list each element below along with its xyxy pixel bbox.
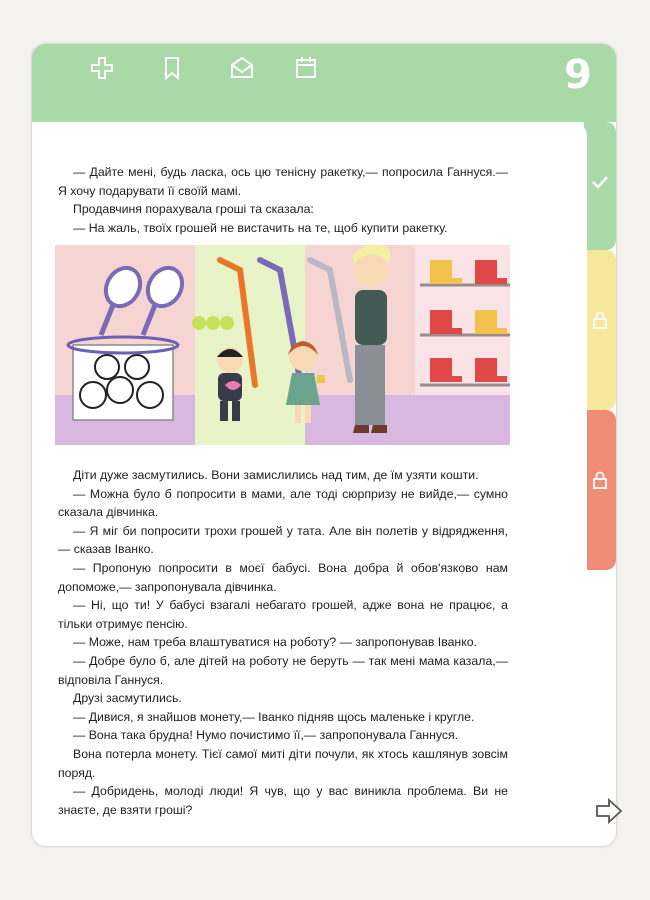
shop-assistant <box>353 245 391 433</box>
tab-red[interactable] <box>584 410 616 570</box>
paragraph: — Пропоную попросити в моєї бабусі. Вона добра й обов'язково нам допоможе,— запропонувала дівчинка. <box>58 560 508 594</box>
paragraph: — Добре було б, але дітей на роботу не беруть — так мені мама казала,— відповіла Ганнуся. <box>58 653 508 687</box>
text-block-bottom <box>58 466 508 819</box>
paragraph: Вона потерла монету. Тієї самої миті діти почули, як хтось кашлянув зовсім поряд. <box>58 746 508 780</box>
text-block-top <box>58 163 508 237</box>
paragraph: — Дайте мені, будь ласка, ось цю тенісну ракетку,— попросила Ганнуся.— Я хочу подарувати її своїй мамі. <box>58 165 508 198</box>
lock-icon <box>590 470 610 490</box>
plus-icon[interactable] <box>88 54 116 82</box>
page-header <box>32 44 616 122</box>
paragraph: — Можна було б попросити в мами, але тоді сюрпризу не вийде,— сумно сказала дівчинка. <box>58 486 508 520</box>
next-page-arrow-icon[interactable] <box>595 798 623 824</box>
lock-icon <box>590 310 610 330</box>
paragraph: — Може, нам треба влаштуватися на роботу? — запропонував Іванко. <box>73 635 477 650</box>
paragraph: — Дивися, я знайшов монету,— Іванко підняв щось маленьке і кругле. <box>73 709 475 724</box>
sports-shop-illustration <box>55 245 510 445</box>
paragraph: — Добридень, молоді люди! Я чув, що у вас виникла проблема. Ви не знаєте, де взяти гроші? <box>58 784 508 817</box>
paragraph: — На жаль, твоїх грошей не вистачить на те, щоб купити ракетку. <box>73 220 448 235</box>
bookmark-icon[interactable] <box>158 54 186 82</box>
calendar-icon[interactable] <box>292 54 320 82</box>
paragraph: Діти дуже засмутились. Вони замислились над тим, де їм узяти кошти. <box>73 468 479 482</box>
paragraph: Друзі засмутились. <box>73 691 182 706</box>
paragraph: Продавчиня порахувала гроші та сказала: <box>73 202 314 217</box>
paragraph: — Вона така брудна! Нумо почистимо її,— запропонувала Ганнуся. <box>73 728 459 743</box>
paragraph: — Я міг би попросити трохи грошей у тата. Але він полетів у відрядження,— сказав Іванко. <box>58 523 508 557</box>
football-net <box>68 337 178 420</box>
paragraph: — Ні, що ти! У бабусі взагалі небагато грошей, адже вона не працює, а тільки отримує пенсію. <box>58 598 508 631</box>
checkmark-icon <box>590 172 610 192</box>
tab-yellow[interactable] <box>584 250 616 410</box>
page-number: 9 <box>564 52 592 98</box>
envelope-icon[interactable] <box>228 54 256 82</box>
tab-green[interactable] <box>584 122 616 250</box>
